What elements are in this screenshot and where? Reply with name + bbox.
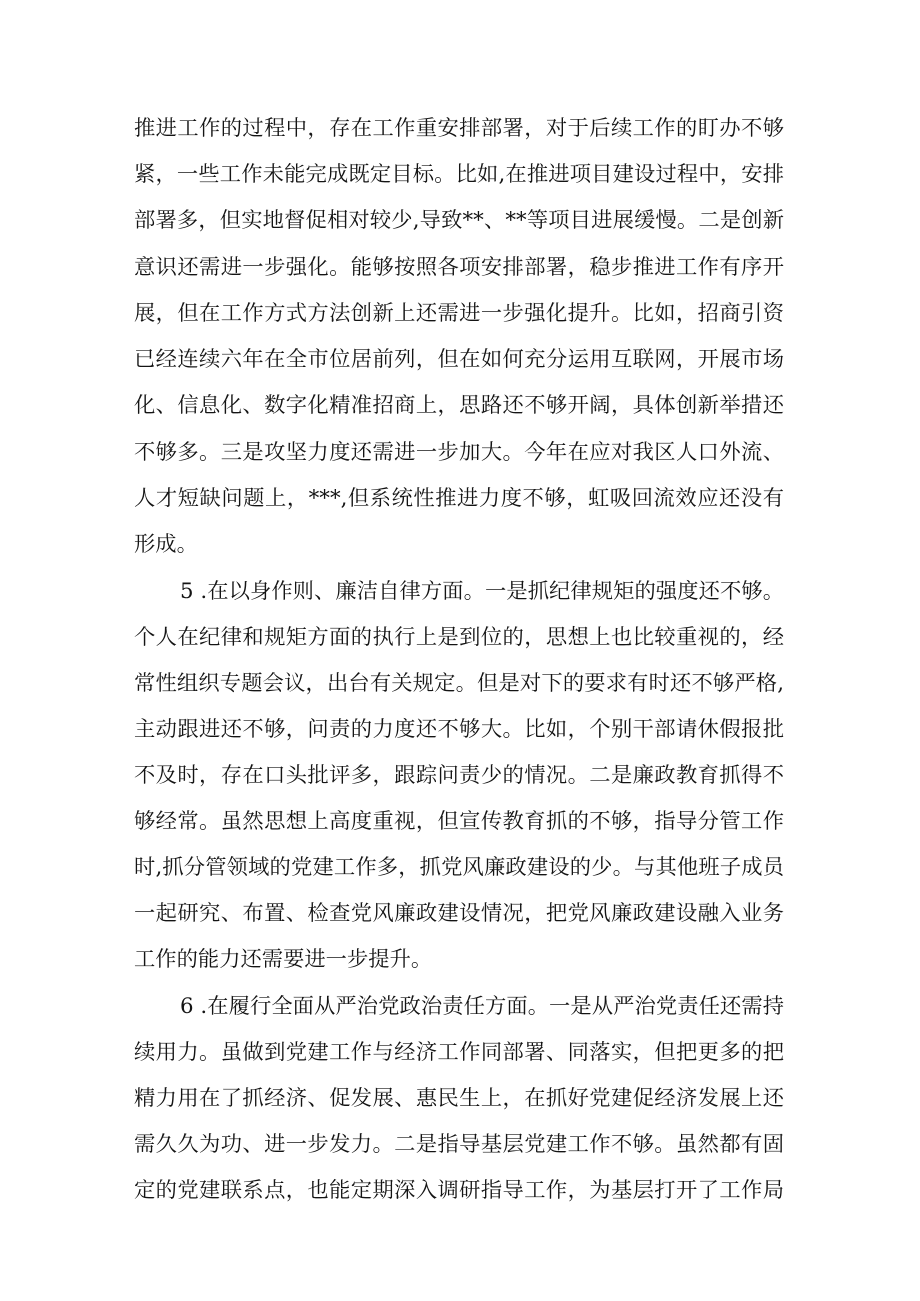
text-line: 推进工作的过程中，存在工作重安排部署，对于后续工作的盯办不够 [134, 116, 784, 141]
text-line: 个人在纪律和规矩方面的执行上是到位的，思想上也比较重视的，经 [134, 625, 784, 650]
paragraph-6-heading-line: 6 .在履行全面从严治党政治责任方面。一是从严治党责任还需持 [180, 994, 784, 1019]
text-line: 已经连续六年在全市位居前列，但在如何充分运用互联网，开展市场 [134, 347, 784, 372]
text-line: 展，但在工作方式方法创新上还需进一步强化提升。比如，招商引资 [134, 301, 784, 326]
text-line: 化、信息化、数字化精准招商上，思路还不够开阔，具体创新举措还 [134, 393, 784, 418]
paragraph-5-heading-line: 5 .在以身作则、廉洁自律方面。一是抓纪律规矩的强度还不够。 [180, 579, 784, 604]
text-line: 常性组织专题会议，出台有关规定。但是对下的要求有时还不够严格, [134, 671, 784, 696]
text-line: 定的党建联系点，也能定期深入调研指导工作，为基层打开了工作局 [134, 1178, 784, 1203]
text-line: 精力用在了抓经济、促发展、惠民生上，在抓好党建促经济发展上还 [134, 1086, 784, 1111]
text-line: 工作的能力还需要进一步提升。 [134, 947, 433, 972]
text-line: 不够多。三是攻坚力度还需进一步加大。今年在应对我区人口外流、 [134, 440, 784, 465]
text-line: 紧，一些工作未能完成既定目标。比如,在推进项目建设过程中，安排 [134, 162, 784, 187]
text-line: 需久久为功、进一步发力。二是指导基层党建工作不够。虽然都有固 [134, 1132, 784, 1157]
text-line: 形成。 [134, 532, 198, 557]
text-line: 续用力。虽做到党建工作与经济工作同部署、同落实，但把更多的把 [134, 1040, 784, 1065]
text-line: 人才短缺问题上，***,但系统性推进力度不够，虹吸回流效应还没有 [134, 486, 784, 511]
text-line: 主动跟进还不够，问责的力度还不够大。比如，个别干部请休假报批 [134, 717, 784, 742]
text-line: 够经常。虽然思想上高度重视，但宣传教育抓的不够，指导分管工作 [134, 809, 784, 834]
text-line: 一起研究、布置、检查党风廉政建设情况，把党风廉政建设融入业务 [134, 901, 784, 926]
text-line: 不及时，存在口头批评多，跟踪问责少的情况。二是廉政教育抓得不 [134, 763, 784, 788]
text-line: 意识还需进一步强化。能够按照各项安排部署，稳步推进工作有序开 [134, 255, 784, 280]
text-line: 时,抓分管领域的党建工作多，抓党风廉政建设的少。与其他班子成员 [134, 855, 784, 880]
text-line: 部署多，但实地督促相对较少,导致**、**等项目进展缓慢。二是创新 [134, 208, 784, 233]
